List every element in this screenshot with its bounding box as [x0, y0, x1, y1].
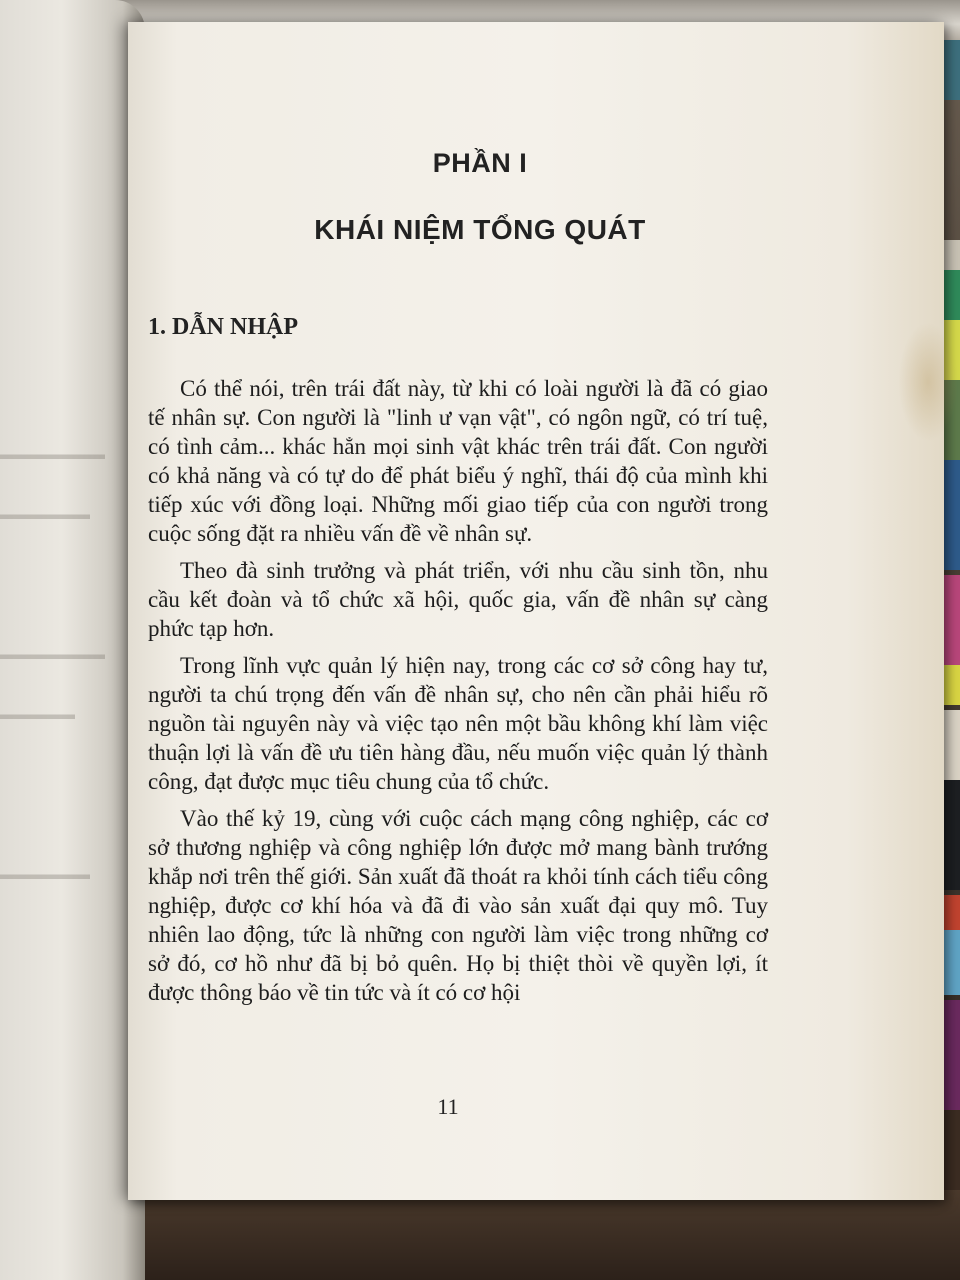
part-title: PHẦN I [432, 148, 528, 178]
section-title: 1. DẪN NHẬP [148, 314, 298, 340]
previous-page [0, 0, 145, 1280]
show-through-text: ▬▬▬▬▬▬▬ [0, 447, 105, 463]
show-through-text: ▬▬▬▬▬▬▬ [0, 647, 105, 663]
paragraph: Vào thế kỷ 19, cùng với cuộc cách mạng công nghiệp, các cơ sở thương nghiệp và công nghiệp lớn được mở mang bành trướng khắp nơi trên thế giới. Sản xuất đã thoát ra khỏi tính cách tiểu công nghiệp, được cơ khí hóa và đã đi vào sản xuất đại quy mô. Tuy nhiên lao động, tức là những con người làm việc trong những cơ sở đó, cơ hồ như đã bị bỏ quên. Họ bị thiệt thòi về quyền lợi, ít được thông báo về tin tức và ít có cơ hội [148, 806, 768, 1005]
page-number: 11 [437, 1094, 459, 1119]
paragraph: Trong lĩnh vực quản lý hiện nay, trong các cơ sở công hay tư, người ta chú trọng đến vấn đề nhân sự, cho nên cần phải hiểu rõ nguồn tài nguyên này và việc tạo nên một bầu không khí làm việc thuận lợi là vấn đề ưu tiên hàng đầu, nếu muốn việc quản lý thành công, đạt được mục tiêu chung của tổ chức. [148, 653, 768, 794]
paragraph: Theo đà sinh trưởng và phát triển, với nhu cầu sinh tồn, nhu cầu kết đoàn và tổ chức xã hội, quốc gia, vấn đề nhân sự càng phức tạp hơn. [148, 558, 768, 641]
show-through-text: ▬▬▬▬▬▬ [0, 507, 90, 523]
page-stain [898, 322, 958, 442]
show-through-text: ▬▬▬▬▬ [0, 707, 75, 723]
paragraph: Có thể nói, trên trái đất này, từ khi có loài người là đã có giao tế nhân sự. Con người là "linh ư vạn vật", có ngôn ngữ, có trí tuệ, có tình cảm... khác hẳn mọi sinh vật khác trên trái đất. Con người có khả năng và có tự do để phát biểu ý nghĩ, thái độ của mình khi tiếp xúc với đồng loại. Những mối giao tiếp của con người trong cuộc sống đặt ra nhiều vấn đề về nhân sự. [148, 376, 768, 546]
body-text [148, 374, 768, 1015]
chapter-title: KHÁI NIỆM TỔNG QUÁT [314, 214, 646, 245]
show-through-text: ▬▬▬▬▬▬ [0, 867, 90, 883]
book-page [128, 22, 944, 1200]
